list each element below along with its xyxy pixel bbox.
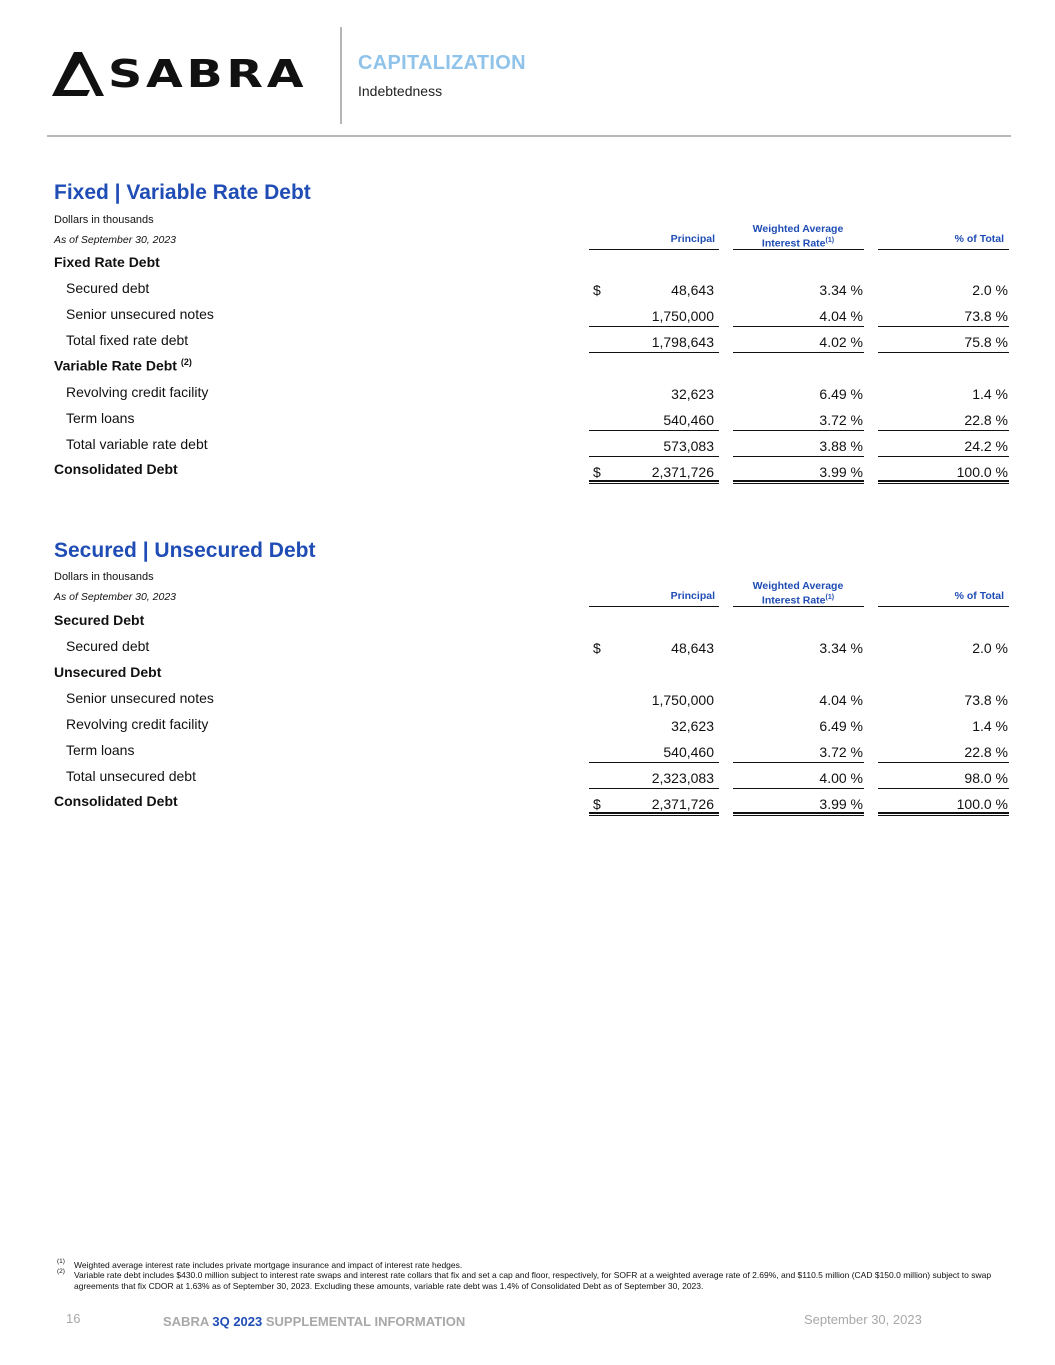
footnote-ref-1: (1) [825,237,835,244]
currency-sign: $ [593,464,601,480]
rate-value: 3.99 % [819,796,863,812]
principal-value: 2,371,726 [651,464,714,480]
rate-value: 3.99 % [819,464,863,480]
rate-value: 3.34 % [819,282,863,298]
variable-rate-debt-heading [54,357,192,374]
total-rule [878,456,1009,457]
header-rule [47,135,1011,137]
grand-total-double-rule [589,812,719,816]
principal-value: 48,643 [671,282,714,298]
subtotal-rule [589,430,719,431]
rate-value: 4.00 % [819,770,863,786]
subtotal-rule [589,762,719,763]
col-header-pct-total: % of Total [954,233,1004,245]
col-rule [878,606,1009,607]
consolidated-debt-label: Consolidated Debt [54,461,178,477]
principal-value: 2,371,726 [651,796,714,812]
row-label: Revolving credit facility [66,716,209,732]
col-header-rate [733,581,863,607]
pct-value: 2.0 % [972,640,1008,656]
total-rule [589,352,719,353]
grand-total-double-rule [733,480,864,484]
footnote-mark-2: (2) [57,1268,65,1275]
footnote-ref-2: (2) [180,357,192,367]
footer-title [163,1314,465,1329]
total-rule [878,352,1009,353]
grand-total-double-rule [589,480,719,484]
col-rule [878,249,1009,250]
logo-wordmark: SABRA [108,52,308,96]
pct-value: 22.8 % [964,412,1008,428]
total-rule [589,788,719,789]
principal-value: 32,623 [671,386,714,402]
page-subsection-title: Indebtedness [358,83,443,99]
rate-value: 4.04 % [819,692,863,708]
pct-value: 98.0 % [964,770,1008,786]
col-header-rate-text: Interest Rate [761,594,826,607]
col-header-rate-line2 [733,235,863,250]
total-rule [733,456,864,457]
subtotal-rule [878,430,1009,431]
currency-sign: $ [593,640,601,656]
currency-sign: $ [593,796,601,812]
pct-value: 24.2 % [964,438,1008,454]
row-label: Senior unsecured notes [66,690,214,706]
principal-value: 1,798,643 [651,334,714,350]
col-header-principal: Principal [670,233,715,245]
rate-value: 4.02 % [819,334,863,350]
fixed-rate-debt-heading: Fixed Rate Debt [54,254,160,270]
principal-value: 540,460 [663,744,714,760]
total-rule [733,352,864,353]
subtotal-rule [878,326,1009,327]
page-number: 16 [66,1311,81,1326]
footer-brand: SABRA [163,1314,209,1329]
col-header-rate-line1: Weighted Average [752,580,844,592]
principal-value: 32,623 [671,718,714,734]
row-label: Total variable rate debt [66,436,208,452]
col-rule [733,606,864,607]
col-rule [589,249,719,250]
rate-value: 4.04 % [819,308,863,324]
rate-value: 6.49 % [819,718,863,734]
fixed-variable-title: Fixed | Variable Rate Debt [54,181,311,204]
secured-unsecured-title: Secured | Unsecured Debt [54,539,316,562]
row-label: Total fixed rate debt [66,332,189,348]
rate-value: 6.49 % [819,386,863,402]
principal-value: 48,643 [671,640,714,656]
rate-value: 3.88 % [819,438,863,454]
header-divider [340,27,342,124]
pct-value: 1.4 % [972,718,1008,734]
rate-value: 3.34 % [819,640,863,656]
col-header-rate-line2 [733,592,863,607]
currency-sign: $ [593,282,601,298]
sabra-logo-icon [52,52,106,98]
grand-total-double-rule [878,812,1009,816]
footnote-1: Weighted average interest rate includes private mortgage insurance and impact of interest rate hedges. [74,1260,463,1270]
col-rule [589,606,719,607]
col-header-rate-line1: Weighted Average [752,223,844,235]
rate-value: 3.72 % [819,412,863,428]
pct-value: 100.0 % [956,796,1008,812]
row-label: Revolving credit facility [66,384,209,400]
fixed-variable-units: Dollars in thousands [54,214,154,226]
fixed-variable-as-of: As of September 30, 2023 [54,234,176,246]
subtotal-rule [733,326,864,327]
pct-value: 73.8 % [964,308,1008,324]
principal-value: 1,750,000 [651,692,714,708]
principal-value: 540,460 [663,412,714,428]
principal-value: 1,750,000 [651,308,714,324]
footnote-ref-1: (1) [825,594,835,601]
pct-value: 1.4 % [972,386,1008,402]
footnote-2: Variable rate debt includes $430.0 million subject to interest rate swaps and interest rate collars that fix and set a cap and floor, respectively, for SOFR at a weighted average rate of 2.69%, and $110.5 million (CAD $150.0 million) subject to swap agreements that fix CDOR at 1.63% as of September 30, 2023. Excluding these amounts, variable rate debt was 1.4% of Consolidated Debt as of September 30, 2023. [74,1270,992,1291]
total-rule [589,456,719,457]
subtotal-rule [878,762,1009,763]
row-label: Secured debt [66,280,150,296]
total-rule [733,788,864,789]
footer-date: September 30, 2023 [804,1312,922,1327]
total-rule [878,788,1009,789]
row-label: Secured debt [66,638,150,654]
principal-value: 2,323,083 [651,770,714,786]
row-label: Senior unsecured notes [66,306,214,322]
unsecured-debt-heading: Unsecured Debt [54,664,162,680]
subtotal-rule [589,326,719,327]
variable-rate-debt-text: Variable Rate Debt [54,357,177,374]
subtotal-rule [733,762,864,763]
row-label: Term loans [66,742,135,758]
sabra-logo [52,52,308,98]
footer-period: 3Q 2023 [212,1314,263,1329]
col-header-rate [733,224,863,250]
grand-total-double-rule [878,480,1009,484]
pct-value: 73.8 % [964,692,1008,708]
col-header-rate-text: Interest Rate [761,237,826,250]
principal-value: 573,083 [663,438,714,454]
col-rule [733,249,864,250]
col-header-pct-total: % of Total [954,590,1004,602]
footer-doc: SUPPLEMENTAL INFORMATION [265,1314,466,1329]
pct-value: 100.0 % [956,464,1008,480]
footnote-mark-1: (1) [57,1258,65,1265]
secured-unsecured-units: Dollars in thousands [54,571,154,583]
pct-value: 75.8 % [964,334,1008,350]
grand-total-double-rule [733,812,864,816]
secured-unsecured-as-of: As of September 30, 2023 [54,591,176,603]
subtotal-rule [733,430,864,431]
pct-value: 22.8 % [964,744,1008,760]
rate-value: 3.72 % [819,744,863,760]
page-section-title: CAPITALIZATION [358,52,526,74]
row-label: Term loans [66,410,135,426]
secured-debt-heading: Secured Debt [54,612,145,628]
col-header-principal: Principal [670,590,715,602]
pct-value: 2.0 % [972,282,1008,298]
row-label: Total unsecured debt [66,768,196,784]
consolidated-debt-label: Consolidated Debt [54,793,178,809]
